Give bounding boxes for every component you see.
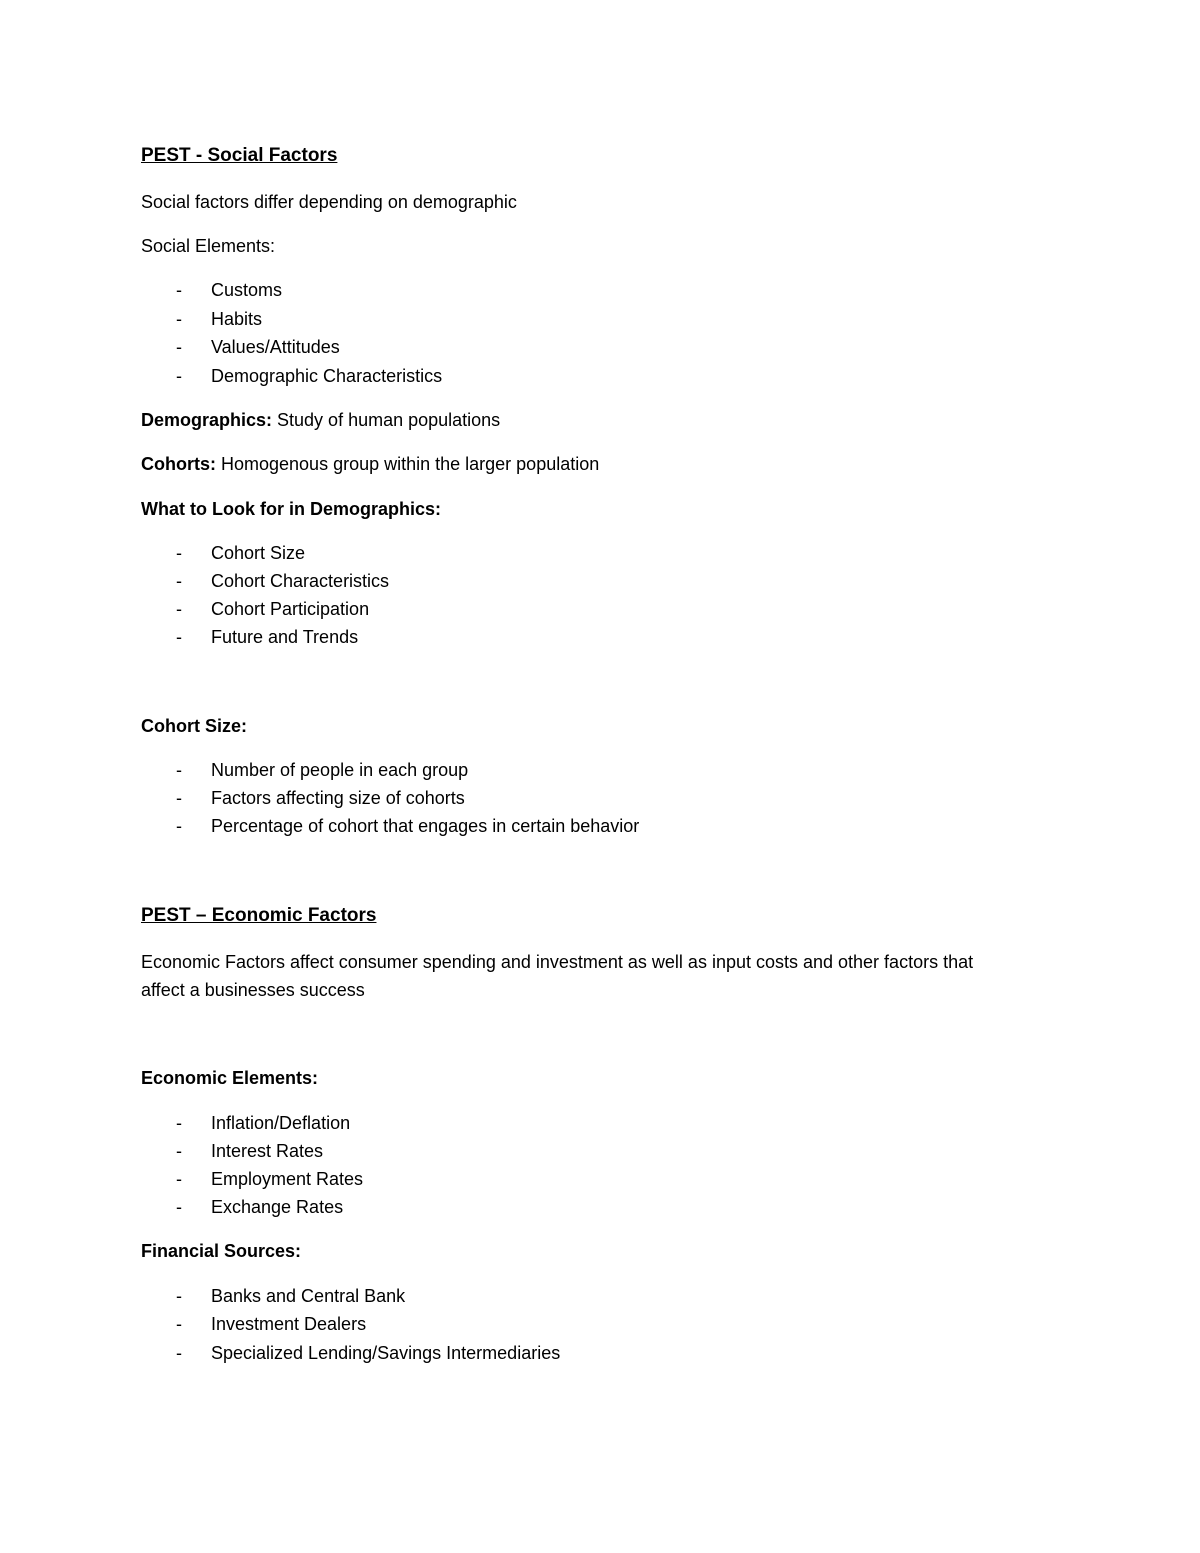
list-item-text: Employment Rates [211,1169,364,1189]
list-item-text: Inflation/Deflation [211,1113,351,1133]
list-item-text: Habits [211,309,263,329]
list-item-text: Investment Dealers [211,1314,367,1334]
list-item [176,364,442,388]
list-item [176,625,358,649]
demographics-def: Study of human populations [272,410,501,430]
list-item [176,278,282,302]
list-item [176,1284,405,1308]
bullet-dash: - [176,309,182,329]
bullet-dash: - [176,1343,182,1363]
list-item [176,786,465,810]
list-item [176,1341,560,1365]
list-item-text: Values/Attitudes [211,337,340,357]
list-item [176,1111,350,1135]
look-for-label: What to Look for in Demographics: [141,499,441,519]
bullet-dash: - [176,1141,182,1161]
list-item [176,814,639,838]
list-item-text: Future and Trends [211,627,359,647]
bullet-dash: - [176,1169,182,1189]
bullet-dash: - [176,816,182,836]
list-item-text: Specialized Lending/Savings Intermediaries [211,1343,561,1363]
bullet-dash: - [176,1113,182,1133]
list-item-text: Cohort Participation [211,599,370,619]
demographics-term: Demographics: [141,410,273,430]
economic-intro-line2: affect a businesses success [141,980,365,1000]
bullet-dash: - [176,337,182,357]
social-heading: PEST - Social Factors [141,145,338,166]
list-item-text: Factors affecting size of cohorts [211,788,465,808]
cohorts-term: Cohorts: [141,454,216,474]
bullet-dash: - [176,280,182,300]
list-item-text: Exchange Rates [211,1197,344,1217]
list-item [176,1195,343,1219]
bullet-dash: - [176,599,182,619]
demographics-definition [141,408,500,432]
list-item [176,569,389,593]
list-item [176,758,468,782]
list-item-text: Cohort Size [211,543,306,563]
list-item-text: Percentage of cohort that engages in certain behavior [211,816,640,836]
list-item [176,541,305,565]
economic-elements-label: Economic Elements: [141,1068,319,1088]
list-item [176,1139,323,1163]
list-item-text: Interest Rates [211,1141,324,1161]
social-intro: Social factors differ depending on demographic [141,192,517,212]
list-item-text: Banks and Central Bank [211,1286,406,1306]
list-item [176,597,369,621]
list-item-text: Number of people in each group [211,760,469,780]
bullet-dash: - [176,543,182,563]
bullet-dash: - [176,760,182,780]
bullet-dash: - [176,1197,182,1217]
bullet-dash: - [176,788,182,808]
list-item [176,1312,366,1336]
bullet-dash: - [176,366,182,386]
cohort-size-label: Cohort Size: [141,716,247,736]
bullet-dash: - [176,627,182,647]
list-item [176,1167,363,1191]
list-item-text: Demographic Characteristics [211,366,443,386]
cohorts-definition [141,452,599,476]
cohorts-def: Homogenous group within the larger population [216,454,600,474]
list-item [176,335,340,359]
financial-sources-label: Financial Sources: [141,1241,302,1261]
list-item-text: Customs [211,280,283,300]
bullet-dash: - [176,571,182,591]
social-elements-label: Social Elements: [141,236,276,256]
list-item-text: Cohort Characteristics [211,571,390,591]
list-item [176,307,262,331]
bullet-dash: - [176,1314,182,1334]
economic-intro-line1: Economic Factors affect consumer spending and investment as well as input costs and other factors that [141,952,974,972]
economic-heading: PEST – Economic Factors [141,905,377,926]
bullet-dash: - [176,1286,182,1306]
